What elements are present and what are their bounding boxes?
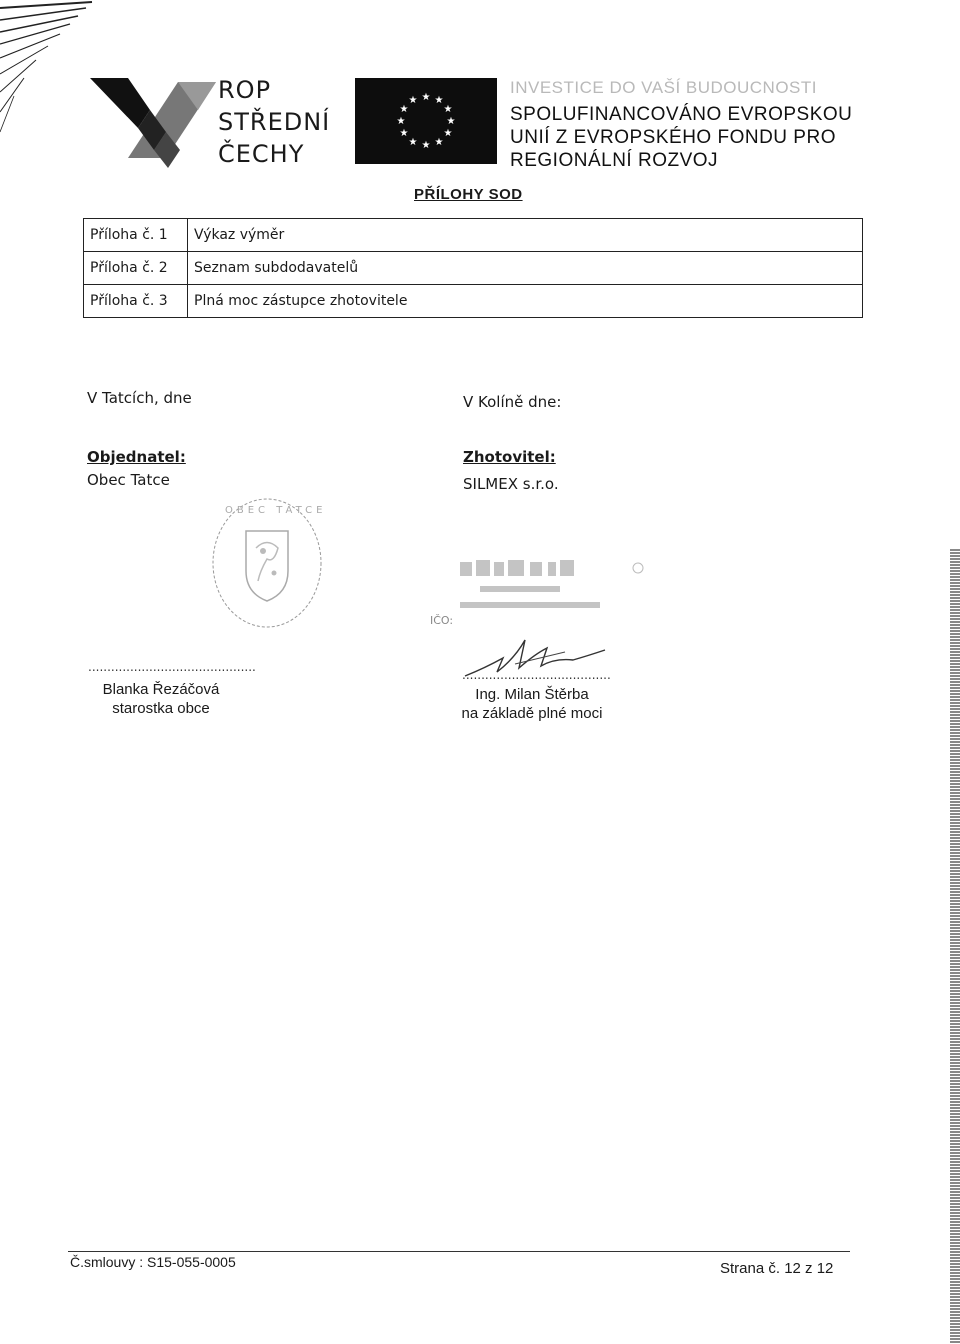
client-label: Objednatel: <box>87 448 186 466</box>
attachment-text: Výkaz výměr <box>188 219 863 252</box>
eu-line-2: UNIÍ Z EVROPSKÉHO FONDU PRO <box>510 127 836 148</box>
client-signer-name: Blanka Řezáčová <box>102 681 220 698</box>
svg-text:★: ★ <box>421 140 431 151</box>
svg-text:★: ★ <box>443 128 453 139</box>
attachment-label: Příloha č. 3 <box>84 285 188 318</box>
svg-text:★: ★ <box>399 128 409 139</box>
scan-edge-artifact <box>948 520 960 1344</box>
attachment-label: Příloha č. 2 <box>84 252 188 285</box>
contractor-signer-name: Ing. Milan Štěrba <box>475 686 589 703</box>
stamp-lettering: OBEC TATCE <box>225 505 327 516</box>
contract-number: Č.smlouvy : S15-055-0005 <box>70 1254 236 1270</box>
attachment-label: Příloha č. 1 <box>84 219 188 252</box>
page-title: PŘÍLOHY SOD <box>414 186 523 203</box>
attachments-table <box>83 218 863 318</box>
table-row <box>84 219 863 252</box>
left-signature-line: ............................................ <box>88 660 256 674</box>
contractor-label: Zhotovitel: <box>463 448 556 466</box>
right-place-date: V Kolíně dne: <box>463 393 562 411</box>
eu-line-1: SPOLUFINANCOVÁNO EVROPSKOU <box>510 104 853 125</box>
svg-text:★: ★ <box>443 104 453 115</box>
svg-text:★: ★ <box>408 137 418 148</box>
svg-text:★: ★ <box>408 95 418 106</box>
left-signer <box>88 680 234 718</box>
right-signer <box>452 685 612 723</box>
rop-logo-text <box>218 74 330 170</box>
svg-text:★: ★ <box>396 116 406 127</box>
stamp-ico-label: IČO: <box>430 614 454 627</box>
table-row <box>84 285 863 318</box>
right-signature-line: ....................................... <box>462 668 611 682</box>
svg-text:★: ★ <box>399 104 409 115</box>
svg-text:★: ★ <box>446 116 456 127</box>
company-stamp-icon <box>420 548 660 638</box>
rop-line-2: STŘEDNÍ <box>218 108 331 136</box>
rop-logo-icon <box>88 70 218 170</box>
svg-text:★: ★ <box>434 95 444 106</box>
eu-funding-text <box>510 103 852 172</box>
attachment-text: Plná moc zástupce zhotovitele <box>188 285 863 318</box>
attachment-text: Seznam subdodavatelů <box>188 252 863 285</box>
svg-text:★: ★ <box>421 92 431 103</box>
eu-flag-icon <box>355 78 497 164</box>
svg-text:★: ★ <box>434 137 444 148</box>
footer-divider <box>68 1251 850 1252</box>
client-signer-title: starostka obce <box>112 700 210 717</box>
rop-line-3: ČECHY <box>218 140 305 168</box>
contractor-name: SILMEX s.r.o. <box>463 475 559 493</box>
eu-line-3: REGIONÁLNÍ ROZVOJ <box>510 150 719 171</box>
rop-line-1: ROP <box>218 76 272 104</box>
client-name: Obec Tatce <box>87 471 170 489</box>
table-row <box>84 252 863 285</box>
contractor-signer-title: na základě plné moci <box>461 705 603 722</box>
slogan-text: INVESTICE DO VAŠÍ BUDOUCNOSTI <box>510 78 818 97</box>
left-place-date: V Tatcích, dne <box>87 389 192 407</box>
page-number: Strana č. 12 z 12 <box>720 1260 834 1277</box>
